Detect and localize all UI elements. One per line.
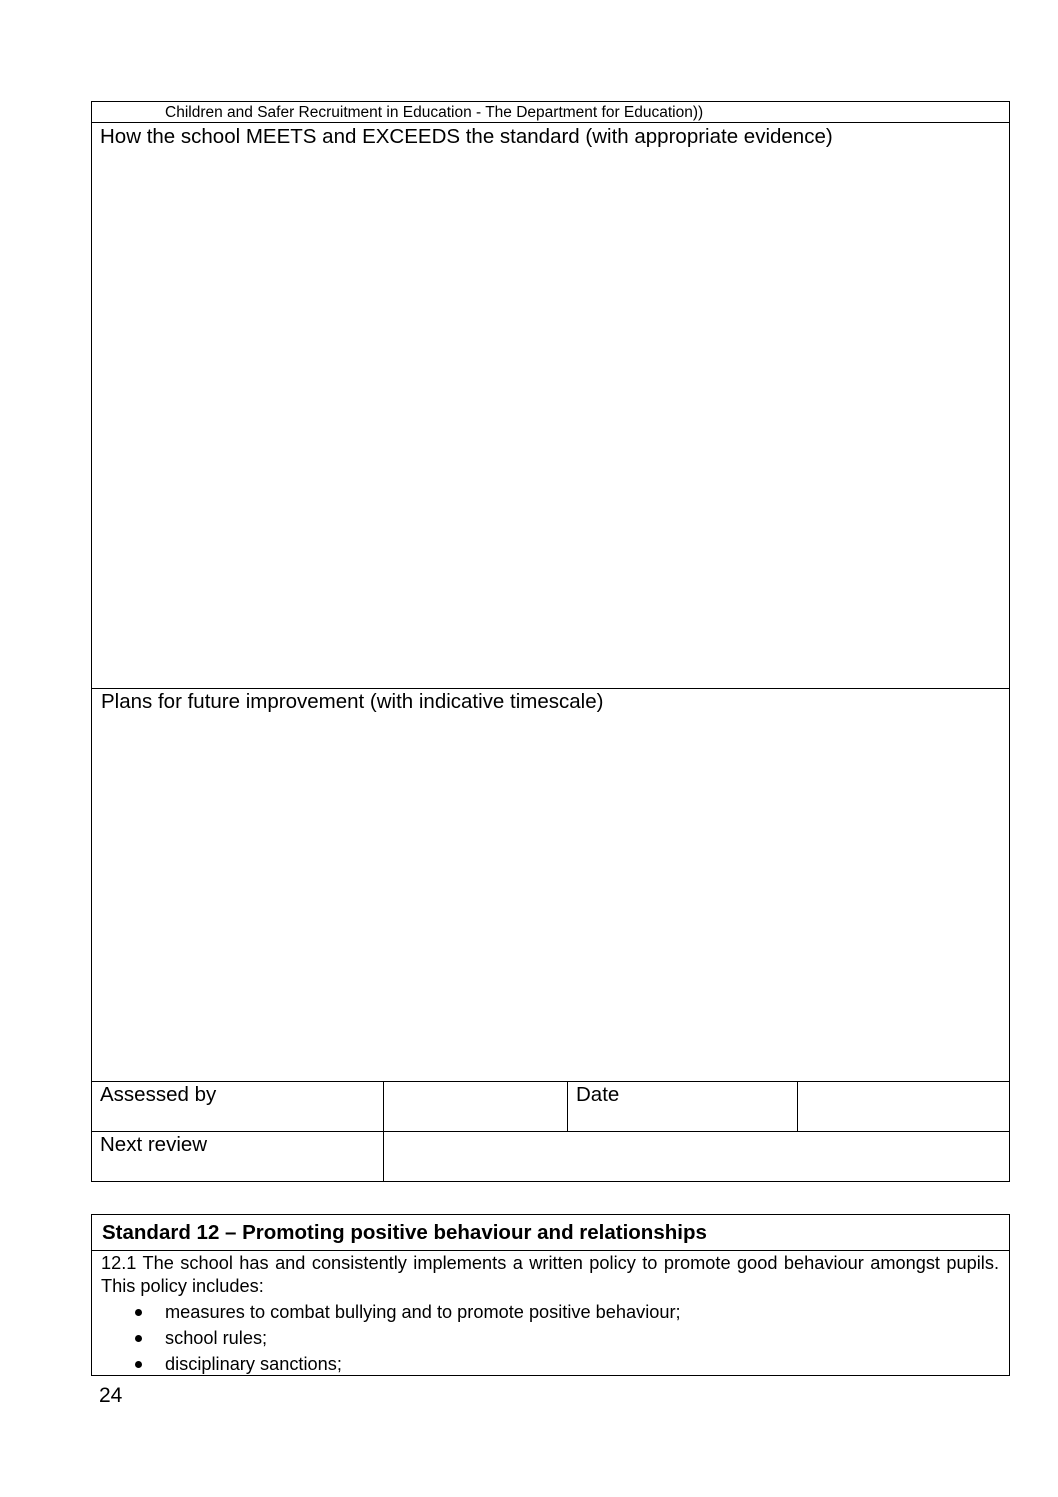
meets-exceeds-label: How the school MEETS and EXCEEDS the standard (with appropriate evidence): [100, 125, 833, 148]
assessed-by-field[interactable]: [383, 1082, 567, 1131]
next-review-row: [92, 1132, 1009, 1181]
assessed-by-label-cell: [92, 1082, 384, 1131]
page-number: 24: [99, 1384, 123, 1407]
date-label-cell: [567, 1082, 798, 1131]
bullet-text: school rules;: [165, 1328, 268, 1348]
meets-exceeds-section[interactable]: [92, 123, 1009, 689]
bullet-text: disciplinary sanctions;: [165, 1354, 342, 1374]
assessed-row: [92, 1082, 1009, 1132]
standard-body: [92, 1251, 1009, 1375]
standard-title-cell: [92, 1215, 1009, 1251]
bullet-icon: [135, 1361, 142, 1368]
assessment-table: [91, 101, 1010, 1182]
next-review-label-cell: [92, 1132, 384, 1181]
date-label: Date: [576, 1083, 620, 1106]
future-improvement-section[interactable]: [92, 689, 1009, 1082]
standard-intro: 12.1 The school has and consistently implements a written policy to promote good behaviour amongst pupils. This policy includes:: [101, 1253, 999, 1296]
bullet-text: measures to combat bullying and to promote positive behaviour;: [165, 1302, 681, 1322]
table-header-text: Children and Safer Recruitment in Education - The Department for Education)): [92, 102, 1009, 123]
future-improvement-label: Plans for future improvement (with indicative timescale): [101, 690, 604, 713]
bullet-icon: [135, 1335, 142, 1342]
bullet-icon: [135, 1309, 142, 1316]
assessed-by-label: Assessed by: [100, 1083, 217, 1106]
standard-table: [91, 1214, 1010, 1376]
next-review-field[interactable]: [383, 1132, 1009, 1181]
next-review-label: Next review: [100, 1133, 208, 1156]
date-field[interactable]: [797, 1082, 1009, 1131]
standard-title: Standard 12 – Promoting positive behaviour and relationships: [102, 1221, 707, 1244]
